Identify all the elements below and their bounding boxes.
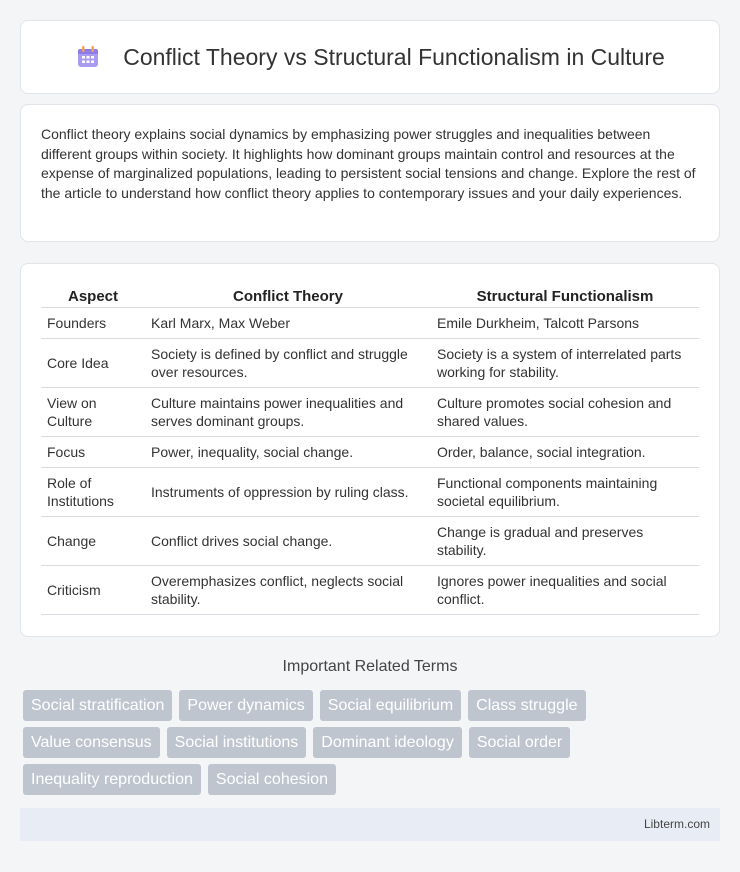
footer bbox=[20, 808, 720, 841]
table-cell: Society is a system of interrelated parts working for stability. bbox=[431, 339, 699, 388]
table-cell: Conflict drives social change. bbox=[145, 517, 431, 566]
footer-site-link[interactable]: Libterm.com bbox=[643, 817, 710, 831]
term-tag[interactable]: Dominant ideology bbox=[313, 727, 462, 758]
table-cell: Karl Marx, Max Weber bbox=[145, 308, 431, 339]
table-cell: Functional components maintaining societal equilibrium. bbox=[431, 468, 699, 517]
table-cell: Role of Institutions bbox=[41, 468, 145, 517]
table-cell: Culture maintains power inequalities and serves dominant groups. bbox=[145, 388, 431, 437]
table-cell: Culture promotes social cohesion and shared values. bbox=[431, 388, 699, 437]
table-cell: Instruments of oppression by ruling class. bbox=[145, 468, 431, 517]
table-cell: Overemphasizes conflict, neglects social stability. bbox=[145, 566, 431, 615]
term-tag[interactable]: Inequality reproduction bbox=[23, 764, 201, 795]
table-row bbox=[41, 517, 699, 566]
related-terms-list bbox=[23, 690, 723, 801]
comparison-table bbox=[41, 284, 699, 615]
term-tag[interactable]: Social stratification bbox=[23, 690, 172, 721]
table-row bbox=[41, 437, 699, 468]
table-cell: Founders bbox=[41, 308, 145, 339]
table-row bbox=[41, 468, 699, 517]
table-cell: Focus bbox=[41, 437, 145, 468]
table-cell: Order, balance, social integration. bbox=[431, 437, 699, 468]
term-tag[interactable]: Power dynamics bbox=[179, 690, 312, 721]
table-cell: Power, inequality, social change. bbox=[145, 437, 431, 468]
related-terms-title: Important Related Terms bbox=[282, 658, 458, 675]
tag-row bbox=[23, 764, 723, 795]
intro-card bbox=[20, 104, 720, 242]
page-title: Conflict Theory vs Structural Functionalism in Culture bbox=[123, 43, 665, 70]
page-header bbox=[20, 20, 720, 94]
table-cell: Core Idea bbox=[41, 339, 145, 388]
comparison-card bbox=[20, 263, 720, 637]
tag-row bbox=[23, 690, 723, 721]
term-tag[interactable]: Social cohesion bbox=[208, 764, 336, 795]
term-tag[interactable]: Social institutions bbox=[167, 727, 307, 758]
header-structural-functionalism: Structural Functionalism bbox=[431, 284, 699, 308]
term-tag[interactable]: Class struggle bbox=[468, 690, 585, 721]
term-tag[interactable]: Social equilibrium bbox=[320, 690, 461, 721]
table-cell: View on Culture bbox=[41, 388, 145, 437]
table-cell: Society is defined by conflict and struggle over resources. bbox=[145, 339, 431, 388]
table-cell: Ignores power inequalities and social conflict. bbox=[431, 566, 699, 615]
table-row bbox=[41, 388, 699, 437]
table-row bbox=[41, 339, 699, 388]
table-row bbox=[41, 308, 699, 339]
table-row bbox=[41, 566, 699, 615]
header-conflict-theory: Conflict Theory bbox=[145, 284, 431, 308]
table-cell: Criticism bbox=[41, 566, 145, 615]
intro-text: Conflict theory explains social dynamics by emphasizing power struggles and inequalities between different groups within society. It highlights how dominant groups maintain control and resources at the expense of marginalized populations, leading to persistent social tensions and change. Explore the rest of the article to understand how conflict theory applies to contemporary issues and your daily experiences. bbox=[41, 126, 696, 201]
calendar-grid-icon bbox=[75, 44, 101, 70]
header-aspect: Aspect bbox=[41, 284, 145, 308]
term-tag[interactable]: Social order bbox=[469, 727, 570, 758]
term-tag[interactable]: Value consensus bbox=[23, 727, 160, 758]
table-cell: Emile Durkheim, Talcott Parsons bbox=[431, 308, 699, 339]
table-cell: Change bbox=[41, 517, 145, 566]
table-cell: Change is gradual and preserves stability. bbox=[431, 517, 699, 566]
table-header-row bbox=[41, 284, 699, 308]
tag-row bbox=[23, 727, 723, 758]
